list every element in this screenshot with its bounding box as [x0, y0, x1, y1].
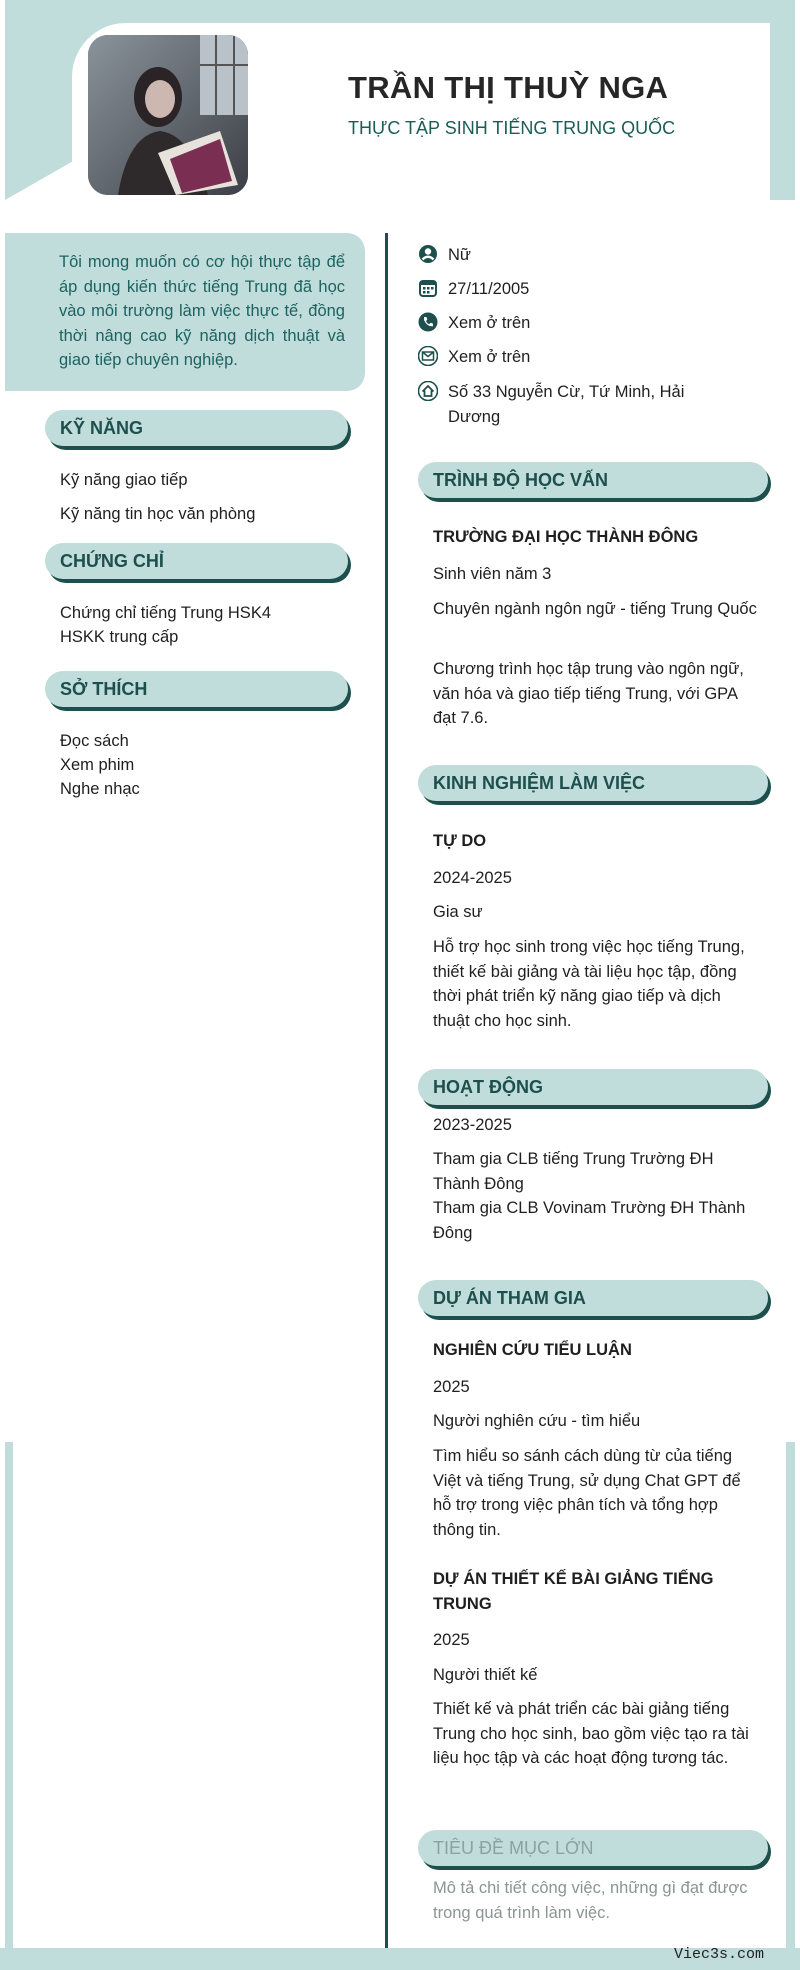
column-divider [385, 233, 388, 1949]
project-description: Thiết kế và phát triển các bài giảng tiếng Trung cho học sinh, bao gồm việc tạo ra tài liệu học tập và các hoạt động tương tác. [433, 1700, 749, 1767]
contact-gender: Nữ [448, 246, 471, 264]
bottom-right-border [786, 1442, 795, 1948]
person-icon [418, 244, 438, 264]
experience-description: Hỗ trợ học sinh trong việc học tiếng Trung, thiết kế bài giảng và tài liệu học tập, đồng thời phát triển kỹ năng giao tiếp và dịch thuật cho học sinh. [433, 938, 745, 1030]
header-notch [5, 160, 75, 200]
project-year: 2025 [433, 1631, 470, 1649]
experience-position: Gia sư [433, 903, 483, 921]
education-description: Chương trình học tập trung vào ngôn ngữ, văn hóa và giao tiếp tiếng Trung, với GPA đạt 7.6. [433, 660, 744, 727]
education-heading: TRÌNH ĐỘ HỌC VẤN [418, 462, 768, 498]
placeholder-description: Mô tả chi tiết công việc, những gì đạt được trong quá trình làm việc. [433, 1879, 748, 1922]
home-icon [418, 381, 438, 401]
activities-heading: HOẠT ĐỘNG [418, 1069, 768, 1105]
project-description: Tìm hiểu so sánh cách dùng từ của tiếng Việt và tiếng Trung, sử dụng Chat GPT để hỗ trợ trong việc phân tích và tổng hợp thông tin. [433, 1447, 741, 1539]
contact-phone: Xem ở trên [448, 314, 531, 332]
contact-email: Xem ở trên [448, 348, 531, 366]
project-name: NGHIÊN CỨU TIỂU LUẬN [433, 1341, 632, 1359]
project-role: Người nghiên cứu - tìm hiểu [433, 1412, 641, 1430]
experience-heading: KINH NGHIỆM LÀM VIỆC [418, 765, 768, 801]
skills-heading: KỸ NĂNG [45, 410, 348, 446]
avatar-photo [88, 35, 248, 195]
education-major: Chuyên ngành ngôn ngữ - tiếng Trung Quốc [433, 600, 757, 618]
hobby-item: Đọc sách [60, 732, 129, 750]
experience-company: TỰ DO [433, 832, 487, 850]
certificate-item: HSKK trung cấp [60, 628, 179, 646]
hobby-item: Xem phim [60, 756, 135, 774]
candidate-name: TRẦN THỊ THUỲ NGA [348, 70, 669, 105]
hobby-item: Nghe nhạc [60, 780, 140, 798]
activities-description: Tham gia CLB tiếng Trung Trường ĐH Thành Đông Tham gia CLB Vovinam Trường ĐH Thành Đông [433, 1150, 746, 1242]
projects-heading: DỰ ÁN THAM GIA [418, 1280, 768, 1316]
contact-birthdate: 27/11/2005 [448, 280, 530, 298]
bottom-left-border [5, 1442, 13, 1948]
education-school: TRƯỜNG ĐẠI HỌC THÀNH ĐÔNG [433, 528, 699, 546]
career-objective: Tôi mong muốn có cơ hội thực tập để áp dụng kiến thức tiếng Trung đã học vào môi trường làm việc thực tế, đồng thời nâng cao kỹ năng dịch thuật và giao tiếp chuyên nghiệp. [5, 233, 365, 391]
certificates-heading: CHỨNG CHỈ [45, 543, 348, 579]
skill-item: Kỹ năng giao tiếp [60, 471, 188, 489]
email-icon [418, 346, 438, 366]
project-year: 2025 [433, 1378, 470, 1396]
avatar [88, 35, 248, 195]
phone-icon [418, 312, 438, 332]
contact-address: Số 33 Nguyễn Cừ, Tứ Minh, Hải Dương [448, 383, 685, 426]
project-role: Người thiết kế [433, 1666, 538, 1684]
activities-period: 2023-2025 [433, 1116, 512, 1134]
hobbies-heading: SỞ THÍCH [45, 671, 348, 707]
candidate-role: THỰC TẬP SINH TIẾNG TRUNG QUỐC [348, 118, 676, 138]
calendar-icon [418, 278, 438, 298]
education-year: Sinh viên năm 3 [433, 565, 552, 583]
watermark: Viec3s.com [673, 1946, 764, 1963]
placeholder-heading: TIÊU ĐỀ MỤC LỚN [418, 1830, 768, 1866]
experience-period: 2024-2025 [433, 869, 512, 887]
certificate-item: Chứng chỉ tiếng Trung HSK4 [60, 604, 271, 622]
skill-item: Kỹ năng tin học văn phòng [60, 505, 256, 523]
project-name: DỰ ÁN THIẾT KẾ BÀI GIẢNG TIẾNG TRUNG [433, 1570, 714, 1613]
